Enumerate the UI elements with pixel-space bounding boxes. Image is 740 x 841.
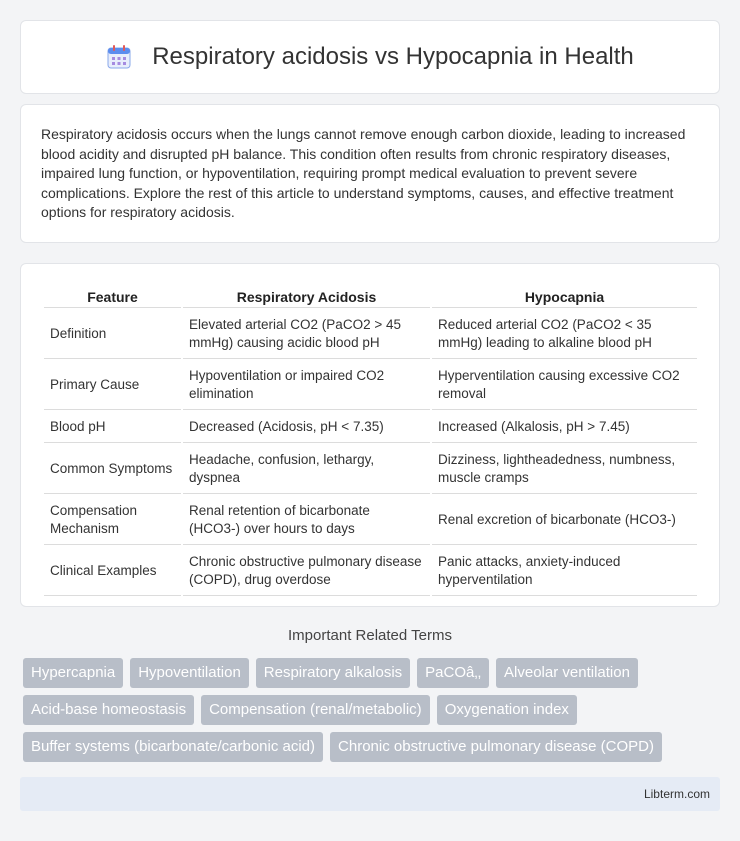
header-hypocapnia: Hypocapnia xyxy=(432,286,697,308)
row-hypocapnia-value: Dizziness, lightheadedness, numbness, muscle cramps xyxy=(432,445,697,494)
term-tag[interactable]: Chronic obstructive pulmonary disease (COPD) xyxy=(330,732,662,762)
table-row xyxy=(44,496,697,545)
row-feature: Definition xyxy=(44,310,181,359)
comparison-table xyxy=(42,284,699,598)
row-feature: Primary Cause xyxy=(44,361,181,410)
table-row xyxy=(44,547,697,596)
intro-card xyxy=(20,104,720,243)
term-tag[interactable]: PaCOâ‚‚ xyxy=(417,658,489,688)
term-tag[interactable]: Hypoventilation xyxy=(130,658,249,688)
footer-site-link[interactable]: Libterm.com xyxy=(643,787,710,801)
row-hypocapnia-value: Renal excretion of bicarbonate (HCO3-) xyxy=(432,496,697,545)
header-respiratory-acidosis: Respiratory Acidosis xyxy=(183,286,430,308)
row-acidosis-value: Headache, confusion, lethargy, dyspnea xyxy=(183,445,430,494)
term-row xyxy=(23,695,723,725)
table-row xyxy=(44,445,697,494)
table-header-row xyxy=(44,286,697,308)
row-acidosis-value: Elevated arterial CO2 (PaCO2 > 45 mmHg) causing acidic blood pH xyxy=(183,310,430,359)
term-tag[interactable]: Oxygenation index xyxy=(437,695,577,725)
table-row xyxy=(44,412,697,443)
calendar-icon xyxy=(106,44,132,70)
term-tag[interactable]: Respiratory alkalosis xyxy=(256,658,410,688)
row-hypocapnia-value: Hyperventilation causing excessive CO2 removal xyxy=(432,361,697,410)
term-tag[interactable]: Acid-base homeostasis xyxy=(23,695,194,725)
row-acidosis-value: Decreased (Acidosis, pH < 7.35) xyxy=(183,412,430,443)
term-tag[interactable]: Alveolar ventilation xyxy=(496,658,638,688)
term-tag[interactable]: Compensation (renal/metabolic) xyxy=(201,695,430,725)
row-acidosis-value: Hypoventilation or impaired CO2 elimination xyxy=(183,361,430,410)
table-row xyxy=(44,310,697,359)
row-feature: Compensation Mechanism xyxy=(44,496,181,545)
row-acidosis-value: Renal retention of bicarbonate (HCO3-) over hours to days xyxy=(183,496,430,545)
row-hypocapnia-value: Panic attacks, anxiety-induced hyperventilation xyxy=(432,547,697,596)
intro-paragraph: Respiratory acidosis occurs when the lungs cannot remove enough carbon dioxide, leading to increased blood acidity and disrupted pH balance. This condition often results from chronic respiratory diseases, impaired lung function, or hypoventilation, requiring prompt medical evaluation to prevent severe complications. Explore the rest of this article to understand symptoms, causes, and effective treatment options for respiratory acidosis. xyxy=(41,126,686,220)
related-terms-title: Important Related Terms xyxy=(288,627,452,644)
term-row xyxy=(23,732,723,762)
row-hypocapnia-value: Increased (Alkalosis, pH > 7.45) xyxy=(432,412,697,443)
row-hypocapnia-value: Reduced arterial CO2 (PaCO2 < 35 mmHg) leading to alkaline blood pH xyxy=(432,310,697,359)
row-feature: Clinical Examples xyxy=(44,547,181,596)
term-tag[interactable]: Buffer systems (bicarbonate/carbonic acid) xyxy=(23,732,323,762)
table-row xyxy=(44,361,697,410)
footer xyxy=(20,777,720,811)
term-tag[interactable]: Hypercapnia xyxy=(23,658,123,688)
term-row xyxy=(23,658,723,688)
related-terms-list xyxy=(23,658,723,769)
comparison-table-card xyxy=(20,263,720,607)
row-feature: Common Symptoms xyxy=(44,445,181,494)
header-feature: Feature xyxy=(44,286,181,308)
row-acidosis-value: Chronic obstructive pulmonary disease (COPD), drug overdose xyxy=(183,547,430,596)
row-feature: Blood pH xyxy=(44,412,181,443)
header-card xyxy=(20,20,720,94)
page-title: Respiratory acidosis vs Hypocapnia in Health xyxy=(152,43,634,70)
